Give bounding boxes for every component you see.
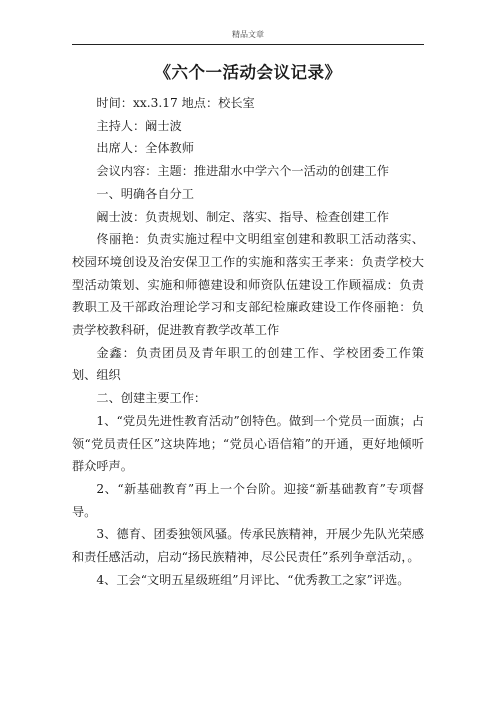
meeting-attendees: 出席人：全体教师 — [96, 141, 194, 156]
meeting-time-location: 时间：xx.3.17 地点：校长室 — [96, 96, 255, 110]
meeting-content: 会议内容：主题：推进甜水中学六个一活动的创建工作 — [96, 164, 389, 179]
work-item: 2、“新基础教育”再上一个台阶。迎接“新基础教育”专项督导。 — [72, 481, 424, 519]
duty-paragraph: 佟丽艳：负责实施过程中文明组室创建和教职工活动落实、校园环境创设及治安保卫工作的实施和落实王孝来：负责学校大型活动策划、实施和师德建设和师资队伍建设工作顾福成：负责教职工及干部政治理论学习和支部纪检廉政建设工作佟丽艳：负责学校教科研，促进教育教学改革工作 — [72, 232, 424, 338]
duty-paragraph: 阚士波：负责规划、制定、落实、指导、检查创建工作 — [96, 209, 389, 224]
document-body — [72, 92, 424, 591]
meeting-host: 主持人：阚士波 — [96, 118, 182, 133]
work-item: 1、“党员先进性教育活动”创特色。做到一个党员一面旗；占领“党员责任区”这块阵地；“党员心语信箱”的开通，更好地倾听群众呼声。 — [72, 413, 424, 474]
section-heading-division: 一、明确各自分工 — [96, 186, 194, 201]
duty-paragraph: 金鑫：负责团员及青年职工的创建工作、学校团委工作策划、组织 — [72, 345, 424, 383]
page-header: 精品文章 — [232, 30, 264, 39]
document-title: 《六个一活动会议记录》 — [154, 63, 342, 82]
header-divider — [72, 44, 424, 45]
work-item: 3、德育、团委独领风骚。传承民族精神，开展少先队光荣感和责任感活动，启动“扬民族精神，尽公民责任”系列争章活动，。 — [72, 527, 424, 565]
work-item: 4、工会“文明五星级班组”月评比、“优秀教工之家”评选。 — [96, 572, 410, 587]
section-heading-main-work: 二、创建主要工作： — [96, 391, 207, 406]
